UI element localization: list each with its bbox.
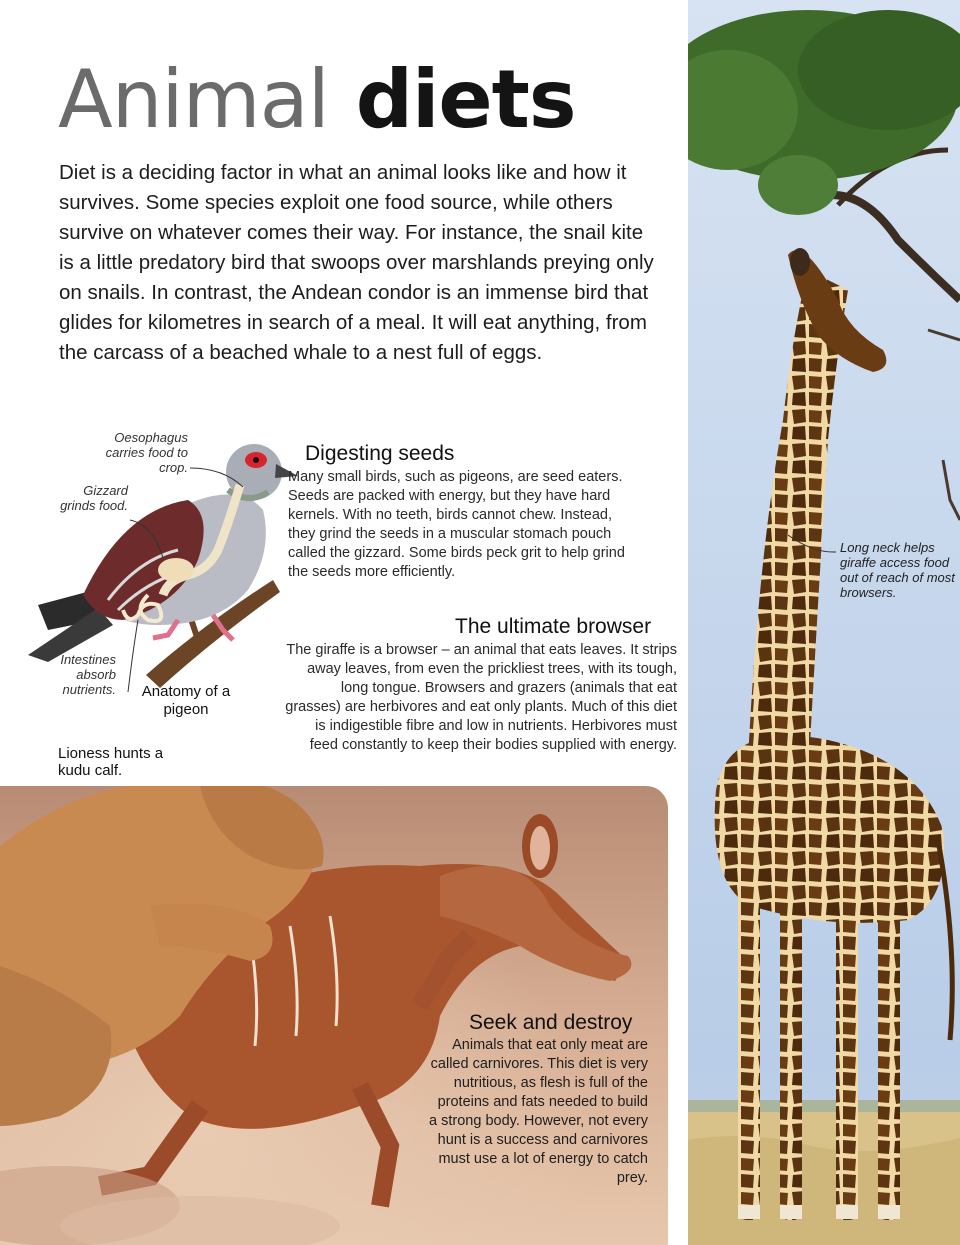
section-heading-digesting-seeds: Digesting seeds xyxy=(305,442,455,465)
giraffe-photo xyxy=(688,0,960,1245)
pigeon-caption: Anatomy of a pigeon xyxy=(141,683,231,718)
section-body-ultimate-browser: The giraffe is a browser – an animal that eats leaves. It strips away leaves, from even the prickliest trees, with its tough, long tongue. Browsers and grazers (animals that eat grasses) are herbivores and eat only plants. Much of this diet is indigestible fibre and low in nutrients. Herbivores must feed constantly to keep their bodies supplied with energy. xyxy=(285,642,677,753)
section-heading-seek-and-destroy: Seek and destroy xyxy=(469,1011,633,1034)
callout-oesophagus: Oesophagus carries food to crop. xyxy=(105,430,188,475)
section-body-seek-and-destroy: Animals that eat only meat are called carnivores. This diet is very nutritious, as flesh is full of the proteins and fats needed to build a strong body. However, not every hunt is a success and carnivores must use a lot of energy to catch prey. xyxy=(429,1037,648,1186)
giraffe-illustration xyxy=(688,0,960,1245)
callout-gizzard: Gizzard grinds food. xyxy=(60,483,128,513)
intro-paragraph: Diet is a deciding factor in what an animal looks like and how it survives. Some species exploit one food source, while others survive on whatever comes their way. For instance, the snail kite is a little predatory bird that swoops over marshlands preying only on snails. In contrast, the Andean condor is an immense bird that glides for kilometres in search of a meal. It will eat anything, from the carcass of a beached whale to a nest full of eggs. xyxy=(59,161,654,364)
page-title xyxy=(58,52,576,148)
giraffe-caption: Long neck helps giraffe access food out of reach of most browsers. xyxy=(840,540,955,600)
section-body-digesting-seeds: Many small birds, such as pigeons, are seed eaters. Seeds are packed with energy, but they have hard kernels. With no teeth, birds cannot chew. Instead, they grind the seeds in a muscular stomach pouch called the gizzard. Some birds peck grit to help grind the seeds more efficiently. xyxy=(288,469,625,580)
callout-intestines: Intestines absorb nutrients. xyxy=(60,652,116,697)
title-light: Animal xyxy=(58,53,329,146)
section-heading-ultimate-browser: The ultimate browser xyxy=(455,615,652,638)
title-bold: diets xyxy=(355,53,576,146)
lioness-caption: Lioness hunts a kudu calf. xyxy=(58,745,164,779)
